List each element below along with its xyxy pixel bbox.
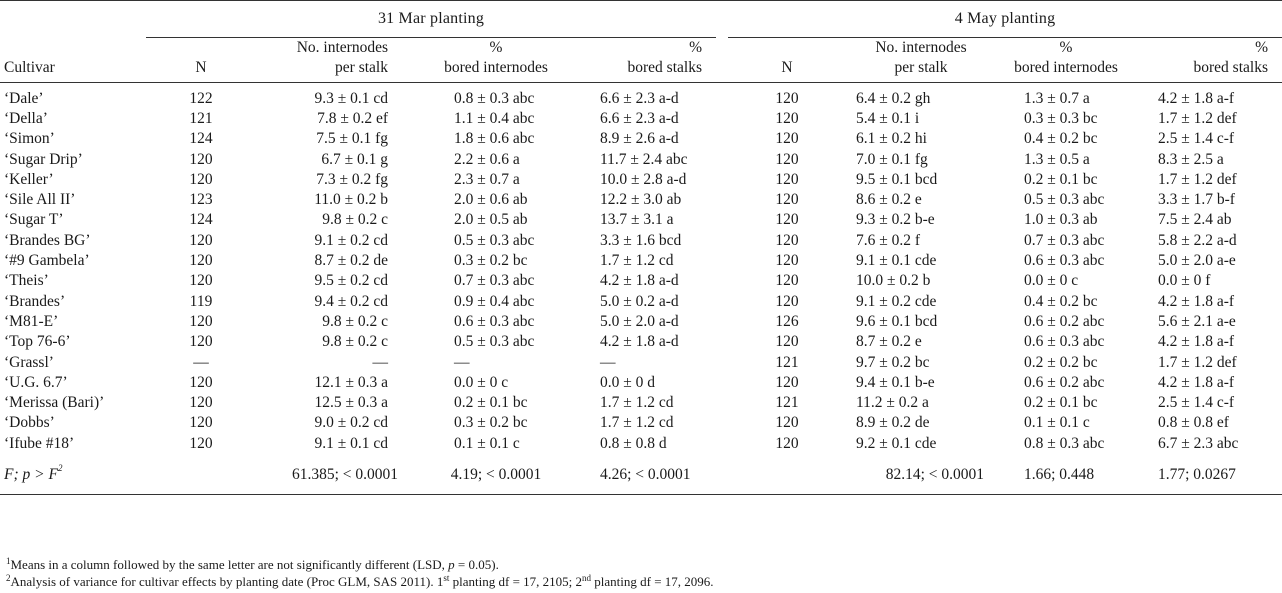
bored-stalks-value: 1.7 ± 1.2 cd xyxy=(600,414,674,432)
bored-stalks-value: 4.2 ± 1.8 a-f xyxy=(1158,89,1235,107)
bored-stalks-value: 6.6 ± 2.3 a-d xyxy=(600,109,679,127)
bored-stalks-value: 5.0 ± 2.0 a-d xyxy=(600,312,679,330)
cultivar-name: ‘Top 76-6’ xyxy=(4,333,71,351)
internodes-value: 9.1 ± 0.1 cde xyxy=(856,252,937,270)
f-bs-2: 1.77; 0.0267 xyxy=(1158,465,1236,483)
cultivar-name: ‘Della’ xyxy=(4,109,48,127)
bored-internodes-value: 0.2 ± 0.1 bc xyxy=(454,394,528,412)
footnote-1: $^1$Means in a column followed by the same letter are not significantly different (LSD, p = 0.05). xyxy=(6,556,499,572)
bored-internodes-value: 1.3 ± 0.5 a xyxy=(1024,150,1090,168)
n-value: 124 xyxy=(189,211,213,229)
bored-stalks-value: 3.3 ± 1.7 b-f xyxy=(1158,191,1235,209)
internodes-value: 7.5 ± 0.1 fg xyxy=(316,130,388,148)
cultivar-name: ‘#9 Gambela’ xyxy=(4,252,90,270)
bored-stalks-value: 4.2 ± 1.8 a-f xyxy=(1158,333,1235,351)
n-value: 120 xyxy=(189,333,213,351)
n-value: 120 xyxy=(775,414,799,432)
internodes-value: 9.4 ± 0.2 cd xyxy=(314,292,388,310)
n-value: 120 xyxy=(775,373,799,391)
bored-stalks-value: — xyxy=(600,353,616,371)
cultivar-name: ‘Merissa (Bari)’ xyxy=(4,394,105,412)
bored-internodes-value: 0.2 ± 0.1 bc xyxy=(1024,394,1098,412)
internodes-value: 9.8 ± 0.2 c xyxy=(322,312,388,330)
cultivar-name: ‘Keller’ xyxy=(4,170,54,188)
internodes-value: 10.0 ± 0.2 b xyxy=(856,272,931,290)
cultivar-name: ‘M81-E’ xyxy=(4,312,59,330)
cultivar-name: ‘Grassl’ xyxy=(4,353,54,371)
n-value: 120 xyxy=(189,414,213,432)
bored-internodes-value: 0.3 ± 0.3 bc xyxy=(1024,109,1098,127)
internodes-value: 7.8 ± 0.2 ef xyxy=(317,109,388,127)
table-row xyxy=(0,89,1282,109)
bored-stalks-value: 2.5 ± 1.4 c-f xyxy=(1158,394,1235,412)
internodes-value: 7.6 ± 0.2 f xyxy=(856,231,921,249)
bored-internodes-value: 0.5 ± 0.3 abc xyxy=(1024,191,1105,209)
table-row xyxy=(0,251,1282,271)
bored-stalks-value: 1.7 ± 1.2 def xyxy=(1158,353,1237,371)
bored-stalks-value: 12.2 ± 3.0 ab xyxy=(600,191,682,209)
bored-stalks-value: 3.3 ± 1.6 bcd xyxy=(600,231,682,249)
n-value: 120 xyxy=(189,252,213,270)
group-header-31-mar: 31 Mar planting xyxy=(146,1,716,38)
n-value: 120 xyxy=(189,150,213,168)
f-row-label: F; $p > F^2$ xyxy=(4,462,63,483)
n-value: 120 xyxy=(189,373,213,391)
table-row xyxy=(0,291,1282,311)
table-row xyxy=(0,231,1282,251)
table-row xyxy=(0,271,1282,291)
bored-internodes-value: 0.5 ± 0.3 abc xyxy=(454,333,535,351)
cultivar-name: ‘Dobbs’ xyxy=(4,414,55,432)
footnote-2: $^2$Analysis of variance for cultivar effects by planting date (Proc GLM, SAS 2011). 1st planting df = 17, 2105; 2nd planting df = 17, 2096. xyxy=(6,573,714,589)
header-internodes-1: No. internodes per stalk xyxy=(296,39,388,76)
header-bored-internodes-1: % bored internodes xyxy=(444,39,548,76)
internodes-value: 7.3 ± 0.2 fg xyxy=(316,170,388,188)
internodes-value: 6.4 ± 0.2 gh xyxy=(856,89,931,107)
header-n-1: N xyxy=(195,59,207,76)
bored-internodes-value: 1.3 ± 0.7 a xyxy=(1024,89,1090,107)
internodes-value: 9.3 ± 0.2 b-e xyxy=(856,211,935,229)
table-row xyxy=(0,109,1282,129)
cultivar-name: ‘Simon’ xyxy=(4,130,55,148)
bored-internodes-value: 0.9 ± 0.4 abc xyxy=(454,292,535,310)
bored-internodes-value: 1.1 ± 0.4 abc xyxy=(454,109,535,127)
internodes-value: 5.4 ± 0.1 i xyxy=(856,109,920,127)
header-internodes-2: No. internodes per stalk xyxy=(875,39,967,76)
cultivar-name: ‘Ifube #18’ xyxy=(4,434,75,452)
internodes-value: 9.1 ± 0.2 cd xyxy=(314,231,388,249)
bored-internodes-value: 0.1 ± 0.1 c xyxy=(1024,414,1090,432)
table-row xyxy=(0,312,1282,332)
table-row xyxy=(0,352,1282,372)
bored-internodes-value: 0.0 ± 0 c xyxy=(454,373,509,391)
n-value: 126 xyxy=(775,312,799,330)
n-value: 120 xyxy=(775,252,799,270)
n-value: 120 xyxy=(775,333,799,351)
bored-internodes-value: 0.4 ± 0.2 bc xyxy=(1024,292,1098,310)
bored-internodes-value: 0.3 ± 0.2 bc xyxy=(454,414,528,432)
bored-internodes-value: 0.8 ± 0.3 abc xyxy=(454,89,535,107)
n-value: — xyxy=(193,353,209,371)
bored-stalks-value: 5.8 ± 2.2 a-d xyxy=(1158,231,1237,249)
internodes-value: — xyxy=(372,353,388,371)
bored-stalks-value: 5.0 ± 0.2 a-d xyxy=(600,292,679,310)
bored-stalks-value: 6.7 ± 2.3 abc xyxy=(1158,434,1239,452)
n-value: 122 xyxy=(189,89,213,107)
internodes-value: 9.8 ± 0.2 c xyxy=(322,333,388,351)
bored-internodes-value: 2.0 ± 0.6 ab xyxy=(454,191,528,209)
bored-stalks-value: 1.7 ± 1.2 def xyxy=(1158,109,1237,127)
table-row xyxy=(0,149,1282,169)
header-n-2: N xyxy=(781,59,793,76)
f-bs-1: 4.26; < 0.0001 xyxy=(600,465,691,483)
n-value: 120 xyxy=(189,272,213,290)
bored-stalks-value: 5.0 ± 2.0 a-e xyxy=(1158,252,1236,270)
internodes-value: 9.5 ± 0.1 bcd xyxy=(856,170,938,188)
bored-internodes-value: 0.6 ± 0.3 abc xyxy=(1024,333,1105,351)
bored-internodes-value: 1.8 ± 0.6 abc xyxy=(454,130,535,148)
table-row xyxy=(0,129,1282,149)
n-value: 120 xyxy=(775,130,799,148)
bored-internodes-value: 0.5 ± 0.3 abc xyxy=(454,231,535,249)
n-value: 119 xyxy=(189,292,213,310)
f-int-2: 82.14; < 0.0001 xyxy=(885,465,984,483)
bored-stalks-value: 0.8 ± 0.8 ef xyxy=(1158,414,1229,432)
bored-internodes-value: 0.3 ± 0.2 bc xyxy=(454,252,528,270)
bored-stalks-value: 0.8 ± 0.8 d xyxy=(600,434,667,452)
n-value: 120 xyxy=(189,312,213,330)
n-value: 120 xyxy=(189,170,213,188)
bored-internodes-value: 0.4 ± 0.2 bc xyxy=(1024,130,1098,148)
bored-stalks-value: 4.2 ± 1.8 a-f xyxy=(1158,373,1235,391)
n-value: 124 xyxy=(189,130,213,148)
bored-internodes-value: 2.3 ± 0.7 a xyxy=(454,170,520,188)
internodes-value: 9.3 ± 0.1 cd xyxy=(314,89,388,107)
table-row xyxy=(0,434,1282,454)
cultivar-name: ‘Brandes’ xyxy=(4,292,66,310)
bored-stalks-value: 8.9 ± 2.6 a-d xyxy=(600,130,679,148)
table-row xyxy=(0,170,1282,190)
table-row xyxy=(0,413,1282,433)
bored-stalks-value: 1.7 ± 1.2 cd xyxy=(600,252,674,270)
cultivar-name: ‘U.G. 6.7’ xyxy=(4,373,68,391)
bored-stalks-value: 10.0 ± 2.8 a-d xyxy=(600,170,687,188)
group-header-4-may: 4 May planting xyxy=(728,1,1282,38)
table-row xyxy=(0,373,1282,393)
bored-internodes-value: 0.2 ± 0.1 bc xyxy=(1024,170,1098,188)
bored-stalks-value: 2.5 ± 1.4 c-f xyxy=(1158,130,1235,148)
internodes-value: 9.4 ± 0.1 b-e xyxy=(856,373,935,391)
bored-internodes-value: 0.6 ± 0.2 abc xyxy=(1024,312,1105,330)
n-value: 120 xyxy=(775,231,799,249)
internodes-value: 9.6 ± 0.1 bcd xyxy=(856,312,938,330)
bored-internodes-value: 0.8 ± 0.3 abc xyxy=(1024,434,1105,452)
f-statistic-row xyxy=(0,454,1282,486)
n-value: 120 xyxy=(775,191,799,209)
n-value: 121 xyxy=(189,109,213,127)
n-value: 120 xyxy=(775,292,799,310)
internodes-value: 8.7 ± 0.2 de xyxy=(314,252,388,270)
n-value: 123 xyxy=(189,191,213,209)
bored-stalks-value: 7.5 ± 2.4 ab xyxy=(1158,211,1232,229)
bored-internodes-value: 0.2 ± 0.2 bc xyxy=(1024,353,1098,371)
table-body xyxy=(0,83,1282,454)
bored-internodes-value: 0.6 ± 0.2 abc xyxy=(1024,373,1105,391)
bored-internodes-value: 0.7 ± 0.3 abc xyxy=(1024,231,1105,249)
header-bored-internodes-2: % bored internodes xyxy=(1014,39,1118,76)
bored-stalks-value: 1.7 ± 1.2 def xyxy=(1158,170,1237,188)
bored-internodes-value: 0.6 ± 0.3 abc xyxy=(454,312,535,330)
f-int-1: 61.385; < 0.0001 xyxy=(291,465,398,483)
n-value: 120 xyxy=(189,231,213,249)
internodes-value: 9.1 ± 0.1 cd xyxy=(314,434,388,452)
n-value: 120 xyxy=(775,434,799,452)
cultivar-name: ‘Sile All II’ xyxy=(4,191,76,209)
n-value: 121 xyxy=(775,353,799,371)
header-cultivar: Cultivar xyxy=(4,59,55,76)
internodes-value: 12.5 ± 0.3 a xyxy=(314,394,388,412)
n-value: 120 xyxy=(775,109,799,127)
table-row xyxy=(0,393,1282,413)
bored-internodes-value: 2.2 ± 0.6 a xyxy=(454,150,520,168)
table-row xyxy=(0,190,1282,210)
internodes-value: 6.1 ± 0.2 hi xyxy=(856,130,927,148)
cultivar-name: ‘Brandes BG’ xyxy=(4,231,91,249)
header-bored-stalks-1: % bored stalks xyxy=(627,39,702,76)
internodes-value: 9.5 ± 0.2 cd xyxy=(314,272,388,290)
f-bi-1: 4.19; < 0.0001 xyxy=(450,465,542,483)
bored-stalks-value: 0.0 ± 0 f xyxy=(1158,272,1211,290)
internodes-value: 12.1 ± 0.3 a xyxy=(314,373,388,391)
bored-stalks-value: 6.6 ± 2.3 a-d xyxy=(600,89,679,107)
n-value: 120 xyxy=(189,434,213,452)
n-value: 120 xyxy=(775,170,799,188)
bored-stalks-value: 0.0 ± 0 d xyxy=(600,373,656,391)
bored-stalks-value: 4.2 ± 1.8 a-d xyxy=(600,272,679,290)
internodes-value: 9.7 ± 0.2 bc xyxy=(856,353,930,371)
n-value: 120 xyxy=(775,150,799,168)
n-value: 120 xyxy=(775,272,799,290)
bored-stalks-value: 1.7 ± 1.2 cd xyxy=(600,394,674,412)
bored-stalks-value: 8.3 ± 2.5 a xyxy=(1158,150,1224,168)
bored-internodes-value: 0.1 ± 0.1 c xyxy=(454,434,520,452)
bored-internodes-value: 2.0 ± 0.5 ab xyxy=(454,211,528,229)
n-value: 121 xyxy=(775,394,799,412)
internodes-value: 8.9 ± 0.2 de xyxy=(856,414,930,432)
internodes-value: 7.0 ± 0.1 fg xyxy=(856,150,928,168)
internodes-value: 8.6 ± 0.2 e xyxy=(856,191,922,209)
n-value: 120 xyxy=(775,89,799,107)
bored-internodes-value: 1.0 ± 0.3 ab xyxy=(1024,211,1098,229)
internodes-value: 11.2 ± 0.2 a xyxy=(856,394,929,412)
cultivar-name: ‘Theis’ xyxy=(4,272,49,290)
internodes-value: 11.0 ± 0.2 b xyxy=(314,191,388,209)
bored-internodes-value: 0.0 ± 0 c xyxy=(1024,272,1079,290)
cultivar-name: ‘Sugar Drip’ xyxy=(4,150,83,168)
table-row xyxy=(0,210,1282,230)
n-value: 120 xyxy=(189,394,213,412)
table-row xyxy=(0,332,1282,352)
bored-internodes-value: 0.6 ± 0.3 abc xyxy=(1024,252,1105,270)
internodes-value: 6.7 ± 0.1 g xyxy=(321,150,388,168)
bored-internodes-value: 0.7 ± 0.3 abc xyxy=(454,272,535,290)
internodes-value: 9.2 ± 0.1 cde xyxy=(856,434,937,452)
n-value: 120 xyxy=(775,211,799,229)
header-bored-stalks-2: % bored stalks xyxy=(1193,39,1268,76)
cultivar-name: ‘Sugar T’ xyxy=(4,211,64,229)
internodes-value: 9.8 ± 0.2 c xyxy=(322,211,388,229)
internodes-value: 9.0 ± 0.2 cd xyxy=(314,414,388,432)
f-bi-2: 1.66; 0.448 xyxy=(1024,465,1095,483)
bored-stalks-value: 5.6 ± 2.1 a-e xyxy=(1158,312,1236,330)
bored-stalks-value: 4.2 ± 1.8 a-f xyxy=(1158,292,1235,310)
internodes-value: 9.1 ± 0.2 cde xyxy=(856,292,937,310)
bored-stalks-value: 4.2 ± 1.8 a-d xyxy=(600,333,679,351)
cultivar-name: ‘Dale’ xyxy=(4,89,44,107)
bored-internodes-value: — xyxy=(454,353,470,371)
bored-stalks-value: 13.7 ± 3.1 a xyxy=(600,211,674,229)
internodes-value: 8.7 ± 0.2 e xyxy=(856,333,922,351)
bored-stalks-value: 11.7 ± 2.4 abc xyxy=(600,150,688,168)
